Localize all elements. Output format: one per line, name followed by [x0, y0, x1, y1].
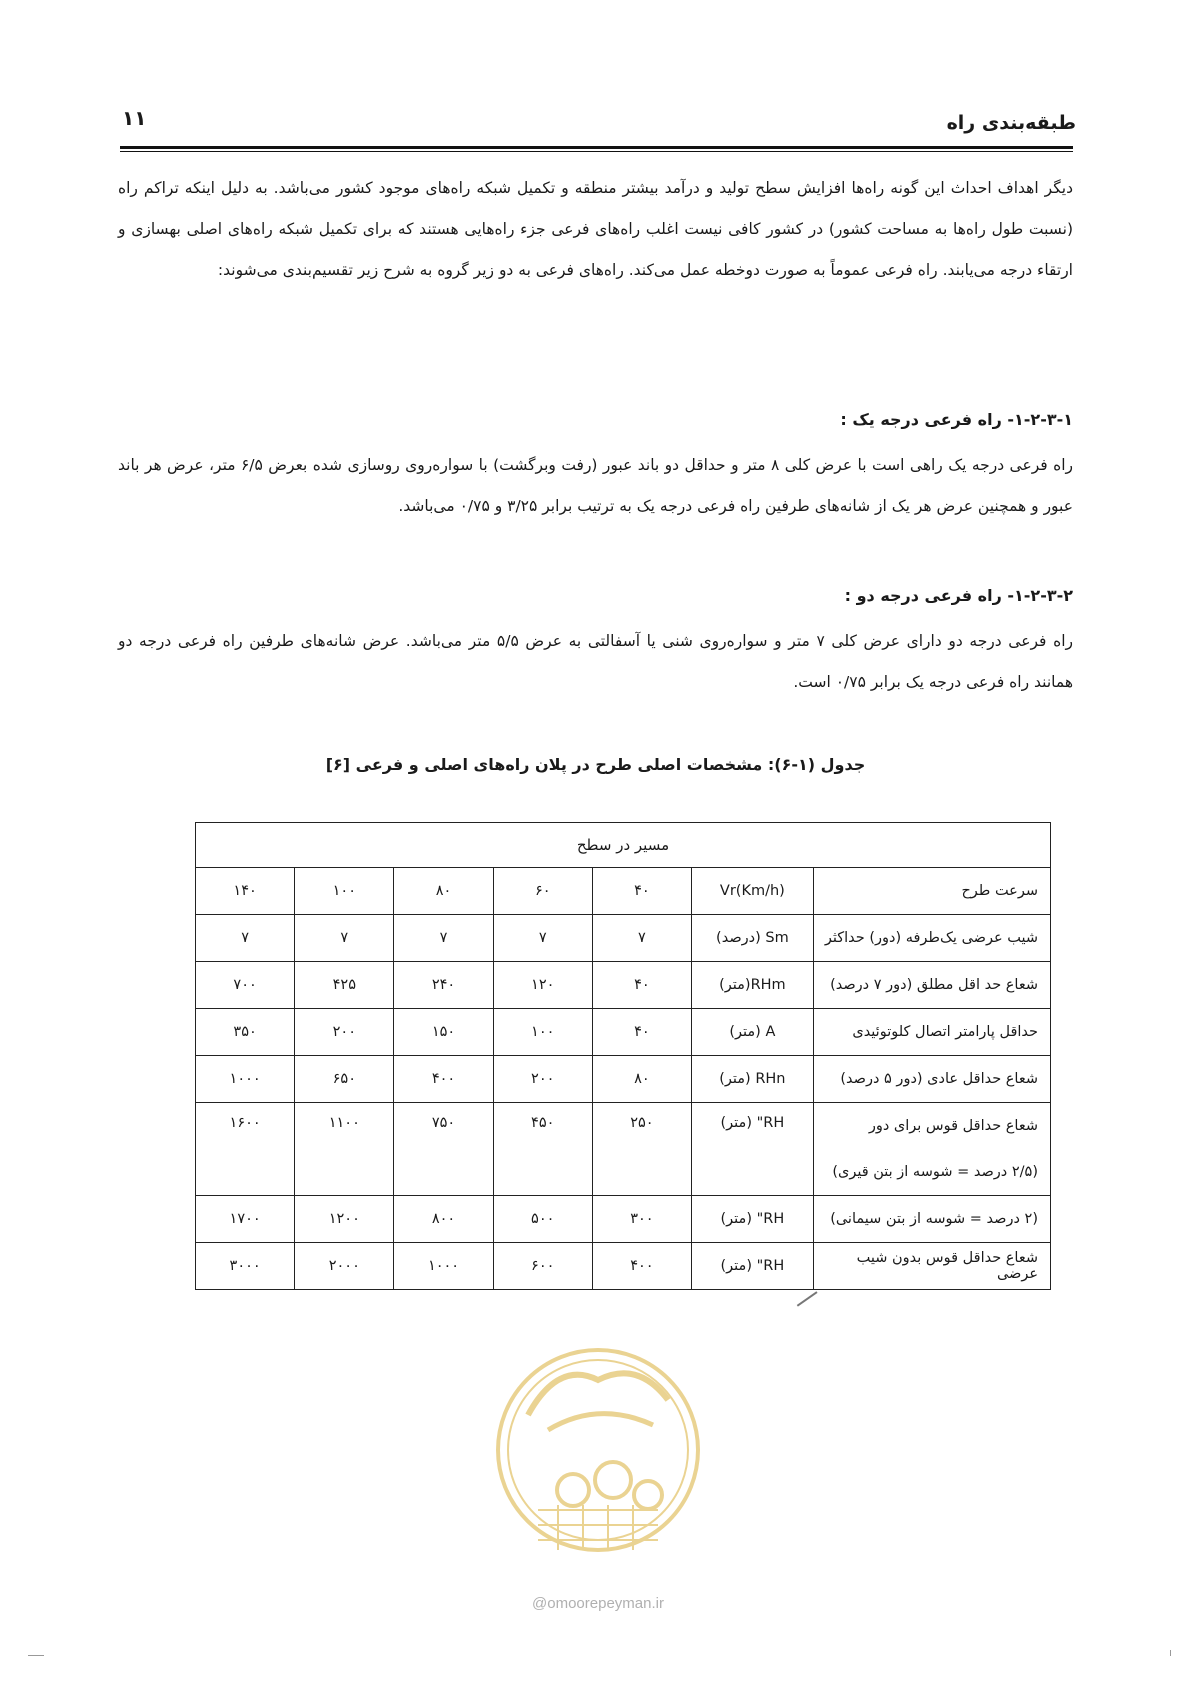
row-value: ۸۰۰ — [394, 1196, 493, 1243]
table-row — [196, 1009, 1051, 1056]
row-value: ۵۰۰ — [493, 1196, 592, 1243]
row-symbol: RH" (متر) — [692, 1103, 814, 1196]
row-value: ۴۰ — [592, 1009, 691, 1056]
row-value: ۱۱۰۰ — [295, 1103, 394, 1196]
row-value: ۶۰۰ — [493, 1243, 592, 1290]
table-caption: جدول (۱-۶): مشخصات اصلی طرح در پلان راه‌های اصلی و فرعی [۶] — [325, 755, 866, 774]
row-value: ۱۲۰۰ — [295, 1196, 394, 1243]
row-value: ۴۲۵ — [295, 962, 394, 1009]
row-value: ۱۶۰۰ — [196, 1103, 295, 1196]
row-value: ۲۰۰۰ — [295, 1243, 394, 1290]
row-value: ۱۷۰۰ — [196, 1196, 295, 1243]
row-value: ۷ — [592, 915, 691, 962]
row-label-line-2: (۲/۵ درصد = شوسه از بتن قیری) — [832, 1164, 1038, 1180]
row-value: ۶۵۰ — [295, 1056, 394, 1103]
row-value: ۴۰۰ — [394, 1056, 493, 1103]
row-label: شعاع حداقل قوس بدون شیب عرضی — [813, 1243, 1050, 1290]
row-value: ۴۵۰ — [493, 1103, 592, 1196]
row-value: ۱۰۰ — [493, 1009, 592, 1056]
row-value: ۳۰۰ — [592, 1196, 691, 1243]
row-value: ۲۰۰ — [295, 1009, 394, 1056]
row-value: ۱۰۰ — [295, 868, 394, 915]
table-row — [196, 1243, 1051, 1290]
row-value: ۱۰۰۰ — [394, 1243, 493, 1290]
table-row — [196, 868, 1051, 915]
row-label: شیب عرضی یک‌طرفه (دور) حداکثر — [813, 915, 1050, 962]
scan-edge-mark — [28, 1655, 44, 1656]
row-value: ۷۵۰ — [394, 1103, 493, 1196]
row-symbol: RH" (متر) — [692, 1243, 814, 1290]
row-value: ۳۰۰۰ — [196, 1243, 295, 1290]
intro-paragraph: دیگر اهداف احداث این گونه راه‌ها افزایش سطح تولید و درآمد بیشتر منطقه و تکمیل شبکه راه‌های موجود کشور می‌باشد. به دلیل اینکه تراکم راه (نسبت طول راه‌ها به مساحت کشور) در کشور کافی نیست اغلب راه‌های فرعی جزء راه‌هایی هستند که برای تکمیل شبکه راه‌های اصلی بهسازی و ارتقاء درجه می‌یابند. راه فرعی عموماً به صورت دوخطه عمل می‌کند. راه‌های فرعی به دو زیر گروه به شرح زیر تقسیم‌بندی می‌شوند: — [118, 179, 1073, 279]
table-title-row — [196, 823, 1051, 868]
section-2-heading: ۱-۲-۳-۲- راه فرعی درجه دو : — [844, 586, 1073, 605]
row-value: ۴۰۰ — [592, 1243, 691, 1290]
section-1-body: راه فرعی درجه یک راهی است با عرض کلی ۸ متر و حداقل دو باند عبور (رفت وبرگشت) با سواره‌روی روسازی شده بعرض ۶/۵ متر، عرض هر باند عبور و همچنین عرض هر یک از شانه‌های طرفین راه فرعی درجه یک به ترتیب برابر ۳/۲۵ و ۰/۷۵ می‌باشد. — [118, 456, 1073, 515]
row-label: شعاع حد اقل مطلق (دور ۷ درصد) — [813, 962, 1050, 1009]
row-label — [813, 1103, 1050, 1196]
row-symbol: Sm (درصد) — [692, 915, 814, 962]
section-2-body: راه فرعی درجه دو دارای عرض کلی ۷ متر و سواره‌روی شنی یا آسفالتی به عرض ۵/۵ متر می‌باشد. عرض شانه‌های طرفین راه فرعی درجه دو همانند راه فرعی درجه یک برابر ۰/۷۵ است. — [118, 632, 1073, 691]
row-symbol: RHn (متر) — [692, 1056, 814, 1103]
row-label-line-1: شعاع حداقل قوس برای دور — [868, 1118, 1038, 1134]
row-value: ۱۲۰ — [493, 962, 592, 1009]
table-row — [196, 1056, 1051, 1103]
row-value: ۸۰ — [394, 868, 493, 915]
row-value: ۱۵۰ — [394, 1009, 493, 1056]
row-value: ۲۰۰ — [493, 1056, 592, 1103]
row-label: حداقل پارامتر اتصال کلوتوئیدی — [813, 1009, 1050, 1056]
row-value: ۲۵۰ — [592, 1103, 691, 1196]
row-value: ۱۰۰۰ — [196, 1056, 295, 1103]
row-value: ۱۴۰ — [196, 868, 295, 915]
table-row — [196, 915, 1051, 962]
table-row — [196, 962, 1051, 1009]
design-specs-table — [195, 822, 1051, 1290]
pen-mark — [797, 1291, 818, 1306]
table-title: مسیر در سطح — [196, 823, 1051, 868]
header-rule-thick — [120, 146, 1073, 149]
row-value: ۲۴۰ — [394, 962, 493, 1009]
row-symbol: RH" (متر) — [692, 1196, 814, 1243]
table-row — [196, 1196, 1051, 1243]
header-rule-thin — [120, 151, 1073, 152]
watermark-url: @omoorepeyman.ir — [532, 1595, 664, 1612]
row-value: ۴۰ — [592, 868, 691, 915]
row-value: ۷ — [394, 915, 493, 962]
row-symbol: A (متر) — [692, 1009, 814, 1056]
row-label: سرعت طرح — [813, 868, 1050, 915]
section-1-heading: ۱-۲-۳-۱- راه فرعی درجه یک : — [840, 410, 1073, 429]
watermark-logo-icon — [488, 1320, 708, 1590]
row-value: ۶۰ — [493, 868, 592, 915]
row-symbol: RHm(متر) — [692, 962, 814, 1009]
row-value: ۳۵۰ — [196, 1009, 295, 1056]
row-label: (۲ درصد = شوسه از بتن سیمانی) — [813, 1196, 1050, 1243]
row-value: ۷ — [196, 915, 295, 962]
scan-edge-mark — [1170, 1650, 1171, 1656]
row-value: ۸۰ — [592, 1056, 691, 1103]
running-header-title: طبقه‌بندی راه — [946, 112, 1076, 134]
row-symbol: Vr(Km/h) — [692, 868, 814, 915]
row-value: ۷ — [493, 915, 592, 962]
table-row — [196, 1103, 1051, 1196]
row-label: شعاع حداقل عادی (دور ۵ درصد) — [813, 1056, 1050, 1103]
row-value: ۴۰ — [592, 962, 691, 1009]
page-number: ۱۱ — [122, 106, 147, 130]
row-value: ۷ — [295, 915, 394, 962]
row-value: ۷۰۰ — [196, 962, 295, 1009]
